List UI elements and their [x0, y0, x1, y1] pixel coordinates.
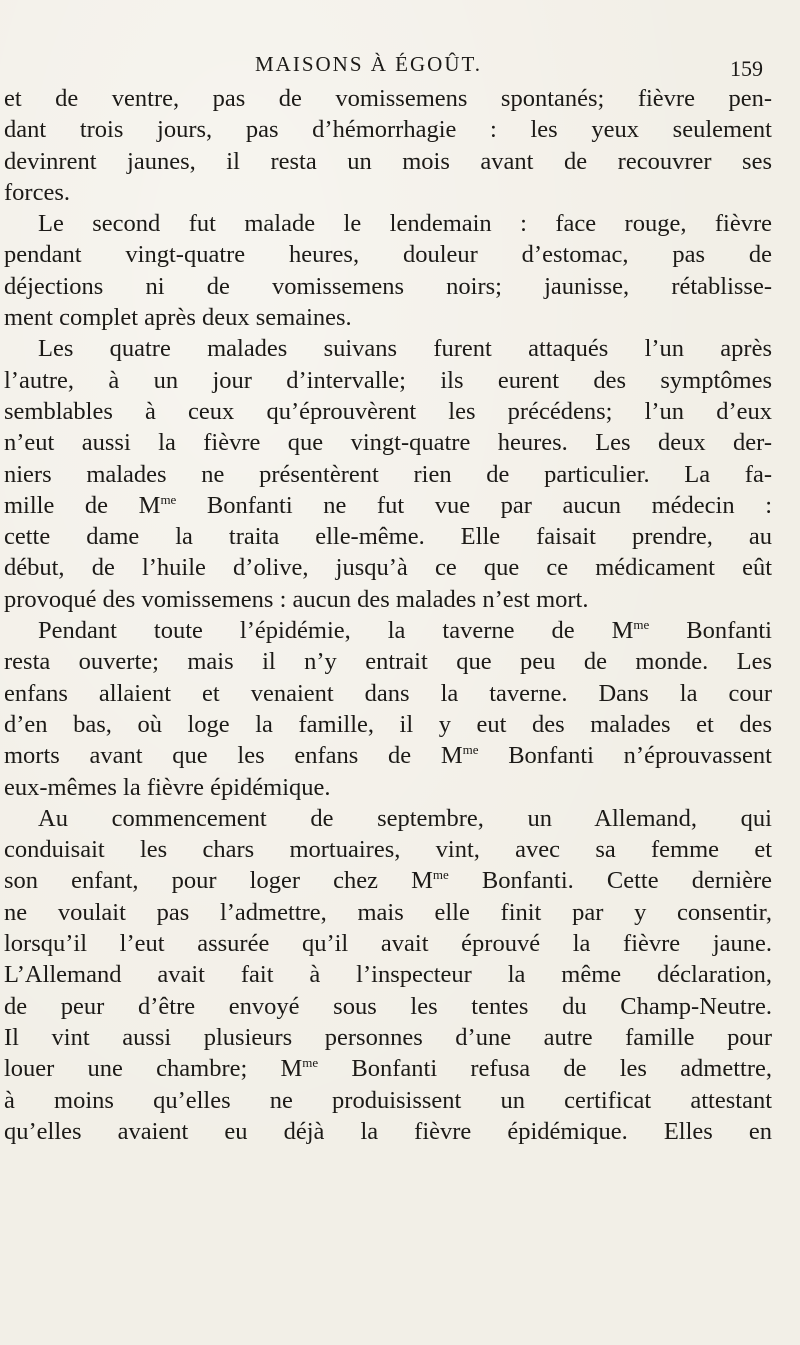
superscript-abbrev: me [462, 742, 479, 758]
text-line: Les quatre malades suivans furent attaqués l’un après [38, 335, 772, 363]
text-line: ne voulait pas l’admettre, mais elle finit par y consentir, [4, 898, 772, 926]
text-line: d’en bas, où loge la famille, il y eut des malades et des [4, 710, 772, 738]
text-line: Le second fut malade le lendemain : face rouge, fièvre [38, 210, 772, 238]
text-line: de peur d’être envoyé sous les tentes du Champ-Neutre. [4, 992, 772, 1020]
text-line: n’eut aussi la fièvre que vingt-quatre heures. Les deux der- [4, 429, 772, 457]
text-line: resta ouverte; mais il n’y entrait que peu de monde. Les [4, 648, 772, 676]
text-line: début, de l’huile d’olive, jusqu’à ce que ce médicament eût [4, 554, 772, 582]
text-line: semblables à ceux qu’éprouvèrent les précédens; l’un d’eux [4, 397, 772, 425]
text-line: pendant vingt-quatre heures, douleur d’estomac, pas de [4, 241, 772, 269]
text-line: Au commencement de septembre, un Allemand, qui [38, 804, 772, 832]
text-line: eux-mêmes la fièvre épidémique. [4, 773, 331, 801]
text-line: lorsqu’il l’eut assurée qu’il avait éprouvé la fièvre jaune. [4, 930, 772, 958]
superscript-abbrev: me [302, 1055, 319, 1071]
text-line: morts avant que les enfans de $M^{me}$ Bonfanti n’éprouvassent [4, 742, 772, 770]
text-line: provoqué des vomissemens : aucun des malades n’est mort. [4, 585, 589, 613]
running-head [0, 44, 800, 84]
text-line: conduisait les chars mortuaires, vint, avec sa femme et [4, 836, 772, 864]
body-text [0, 83, 800, 1147]
text-line: Il vint aussi plusieurs personnes d’une autre famille pour [4, 1023, 772, 1051]
text-line: l’autre, à un jour d’intervalle; ils eurent des symptômes [4, 366, 772, 394]
superscript-abbrev: me [432, 867, 449, 883]
text-line: déjections ni de vomissemens noirs; jaunisse, rétablisse- [4, 272, 772, 300]
text-line: cette dame la traita elle-même. Elle faisait prendre, au [4, 523, 772, 551]
text-line: dant trois jours, pas d’hémorrhagie : les yeux seulement [4, 116, 772, 144]
text-line: Pendant toute l’épidémie, la taverne de $M^{me}$ Bonfanti [38, 617, 772, 645]
text-line: niers malades ne présentèrent rien de particulier. La fa- [4, 460, 772, 488]
text-line: louer une chambre; $M^{me}$ Bonfanti refusa de les admettre, [4, 1055, 772, 1083]
text-line: et de ventre, pas de vomissemens spontanés; fièvre pen- [4, 85, 772, 112]
text-line: qu’elles avaient eu déjà la fièvre épidémique. Elles en [4, 1117, 772, 1145]
text-line: mille de $M^{me}$ Bonfanti ne fut vue par aucun médecin : [4, 491, 773, 519]
text-line: à moins qu’elles ne produisissent un certificat attestant [4, 1086, 772, 1114]
text-line: forces. [4, 178, 70, 206]
text-line: son enfant, pour loger chez $M^{me}$ Bonfanti. Cette dernière [4, 867, 772, 895]
page-number: 159 [730, 56, 763, 81]
text-line: enfans allaient et venaient dans la taverne. Dans la cour [4, 679, 772, 707]
superscript-abbrev: me [633, 617, 650, 633]
running-title: MAISONS À ÉGOÛT. [255, 52, 483, 76]
text-line: ment complet après deux semaines. [4, 304, 352, 332]
superscript-abbrev: me [160, 491, 177, 507]
text-line: L’Allemand avait fait à l’inspecteur la même déclaration, [4, 961, 772, 989]
text-line: devinrent jaunes, il resta un mois avant de recouvrer ses [4, 147, 772, 175]
